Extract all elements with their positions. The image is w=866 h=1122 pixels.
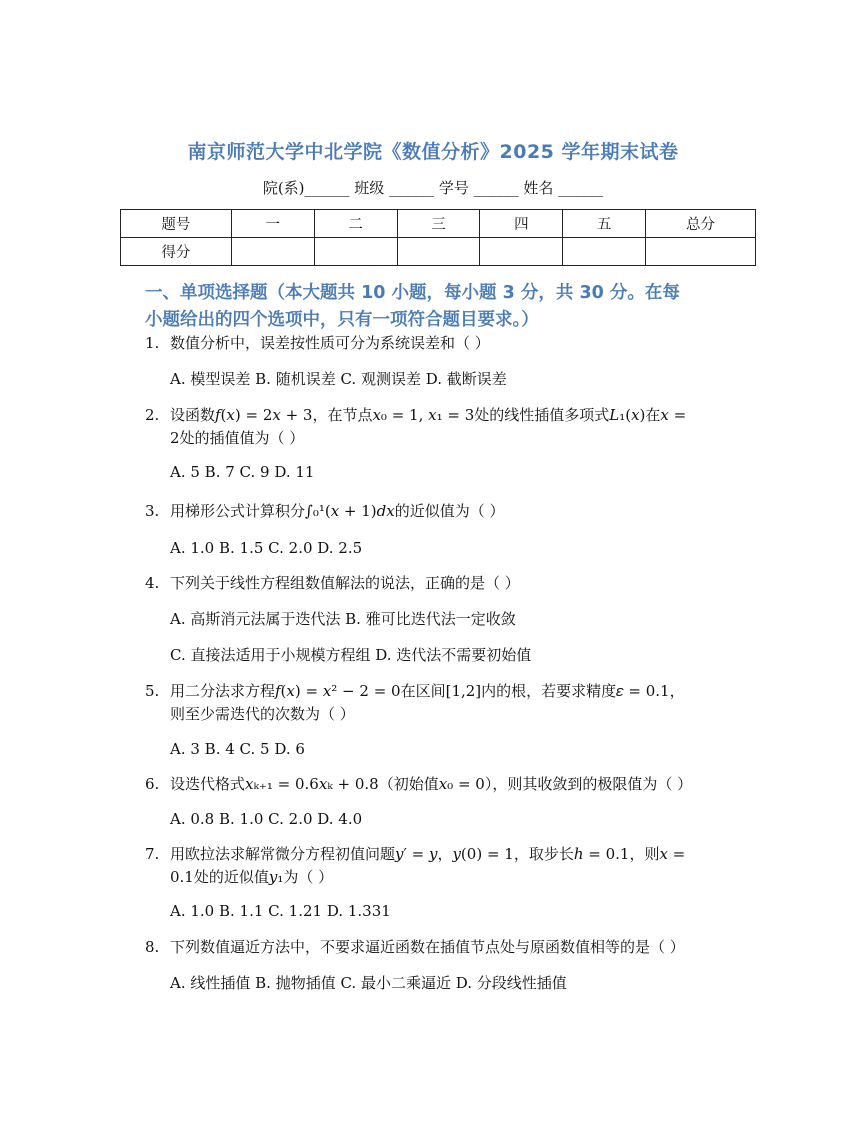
question-8: [145, 936, 755, 959]
score-cell[interactable]: [480, 238, 563, 266]
question-number: 7.: [145, 845, 160, 863]
question-6: [145, 773, 755, 796]
question-text: 下列关于线性方程组数值解法的说法，正确的是（ ）: [170, 574, 520, 592]
question-3: [145, 500, 755, 523]
header-cell: 五: [563, 210, 646, 238]
header-cell: 总分: [646, 210, 756, 238]
question-4-options: C. 直接法适用于小规模方程组 D. 迭代法不需要初始值: [170, 646, 532, 664]
question-2: [145, 404, 755, 450]
question-6-options: A. 0.8 B. 1.0 C. 2.0 D. 4.0: [170, 810, 363, 828]
question-4-options: A. 高斯消元法属于迭代法 B. 雅可比迭代法一定收敛: [170, 610, 516, 628]
question-5-options: A. 3 B. 4 C. 5 D. 6: [170, 740, 305, 758]
question-4: [145, 572, 755, 595]
question-text-cont: 2处的插值值为（ ）: [170, 429, 305, 447]
question-text: 用二分法求方程𝑓(𝑥) = 𝑥² − 2 = 0在区间[1,2]内的根，若要求精度𝜀 = 0.1，: [170, 682, 685, 700]
student-info-line: 院(系)______ 班级 ______ 学号 ______ 姓名 ______: [262, 179, 604, 197]
question-7-options: A. 1.0 B. 1.1 C. 1.21 D. 1.331: [170, 902, 391, 920]
score-cell[interactable]: [231, 238, 314, 266]
header-cell: 题号: [121, 210, 232, 238]
question-number: 6.: [145, 775, 160, 793]
question-1: [145, 332, 755, 355]
question-text-cont: 0.1处的近似值𝑦₁为（ ）: [170, 868, 334, 886]
question-text: 设函数𝑓(𝑥) = 2𝑥 + 3，在节点𝑥₀ = 1, 𝑥₁ = 3处的线性插值多项式𝐿₁(𝑥)在𝑥 =: [170, 406, 687, 424]
score-cell[interactable]: [314, 238, 397, 266]
question-text: 用欧拉法求解常微分方程初值问题𝑦′ = 𝑦，𝑦(0) = 1，取步长ℎ = 0.1，则𝑥 =: [170, 845, 686, 863]
score-row-label: 得分: [121, 238, 232, 266]
question-7: [145, 843, 755, 889]
score-cell[interactable]: [397, 238, 480, 266]
header-cell: 四: [480, 210, 563, 238]
score-table: [120, 209, 756, 266]
score-cell[interactable]: [563, 238, 646, 266]
header-cell: 三: [397, 210, 480, 238]
question-number: 8.: [145, 938, 160, 956]
question-3-options: A. 1.0 B. 1.5 C. 2.0 D. 2.5: [170, 539, 363, 557]
question-8-options: A. 线性插值 B. 抛物插值 C. 最小二乘逼近 D. 分段线性插值: [170, 974, 567, 992]
section-heading-line: 一、单项选择题（本大题共 10 小题，每小题 3 分，共 30 分。在每: [145, 283, 680, 303]
question-1-options: A. 模型误差 B. 随机误差 C. 观测误差 D. 截断误差: [170, 370, 507, 388]
section-heading: [145, 280, 765, 334]
score-table-score-row: [121, 238, 756, 266]
question-text: 下列数值逼近方法中，不要求逼近函数在插值节点处与原函数值相等的是（ ）: [170, 938, 685, 956]
question-text-cont: 则至少需迭代的次数为（ ）: [170, 705, 355, 723]
question-number: 3.: [145, 502, 160, 520]
section-heading-line: 小题给出的四个选项中，只有一项符合题目要求。）: [145, 310, 539, 330]
question-number: 2.: [145, 406, 160, 424]
header-cell: 一: [231, 210, 314, 238]
score-table-header-row: [121, 210, 756, 238]
question-text: 用梯形公式计算积分∫₀¹(𝑥 + 1)𝑑𝑥的近似值为（ ）: [170, 502, 505, 520]
question-text: 设迭代格式𝑥ₖ₊₁ = 0.6𝑥ₖ + 0.8（初始值𝑥₀ = 0），则其收敛到的极限值为（ ）: [170, 775, 693, 793]
question-text: 数值分析中，误差按性质可分为系统误差和（ ）: [170, 334, 490, 352]
exam-title: 南京师范大学中北学院《数值分析》2025 学年期末试卷: [187, 141, 679, 163]
question-number: 4.: [145, 574, 160, 592]
header-cell: 二: [314, 210, 397, 238]
score-cell[interactable]: [646, 238, 756, 266]
question-number: 5.: [145, 682, 160, 700]
question-number: 1.: [145, 334, 160, 352]
question-2-options: A. 5 B. 7 C. 9 D. 11: [170, 463, 315, 481]
question-5: [145, 680, 755, 726]
